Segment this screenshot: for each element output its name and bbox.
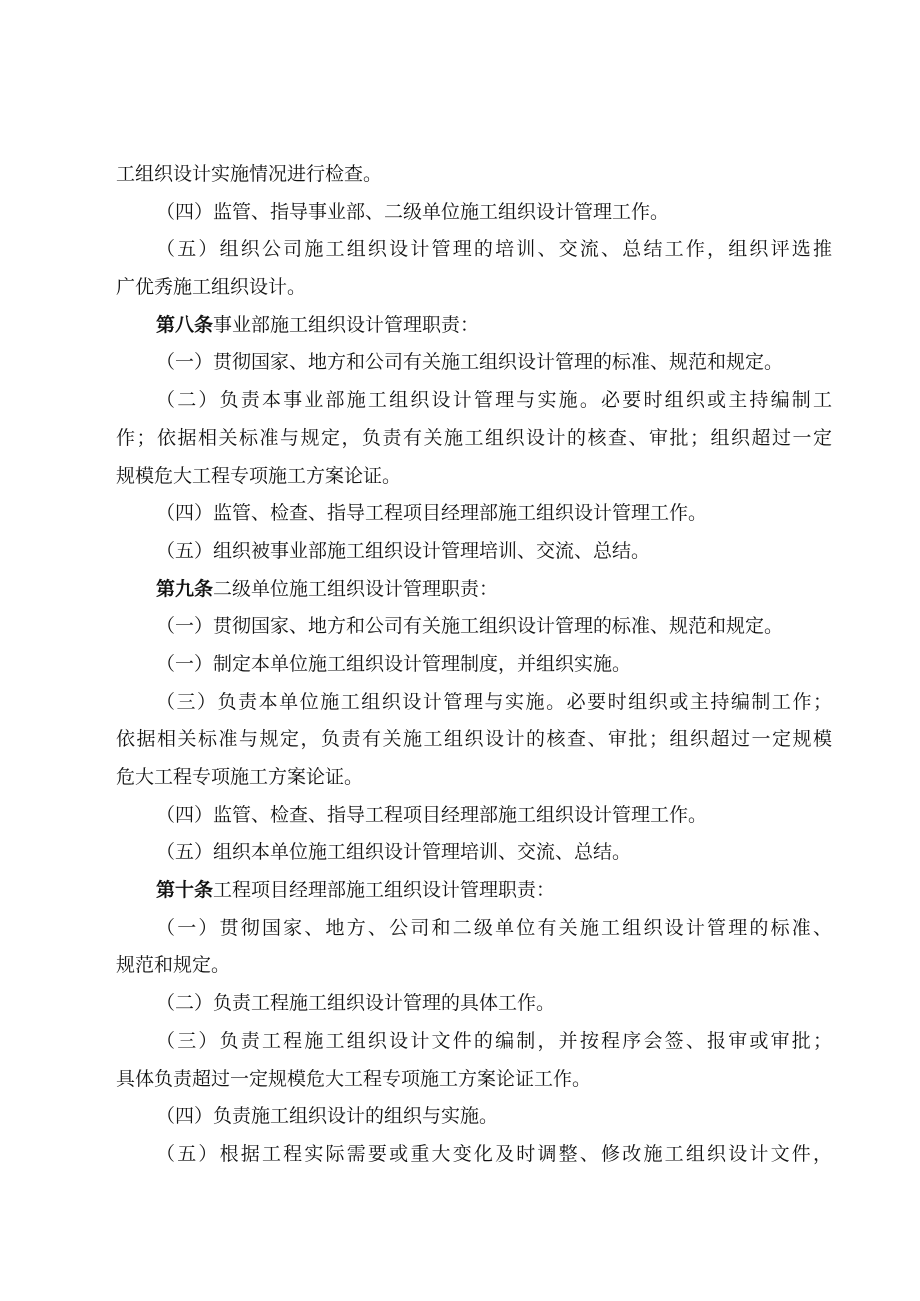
article-number: 第十条	[156, 879, 214, 902]
text-line: （五）组织本单位施工组织设计管理培训、交流、总结。	[156, 841, 632, 864]
text-line: （四）监管、指导事业部、二级单位施工组织设计管理工作。	[156, 200, 670, 223]
article-number: 第九条	[156, 577, 214, 600]
text-line: （三）负责本单位施工组织设计管理与实施。必要时组织或主持编制工作；	[156, 690, 832, 713]
article-heading-10	[116, 872, 832, 910]
text-line: （二）负责工程施工组织设计管理的具体工作。	[156, 992, 556, 1015]
text-line: （五）根据工程实际需要或重大变化及时调整、修改施工组织设计文件，	[156, 1142, 832, 1165]
text-line: 工组织设计实施情况进行检查。	[116, 163, 383, 185]
article-title: 二级单位施工组织设计管理职责：	[213, 577, 499, 600]
text-line: 规范和规定。	[116, 954, 231, 977]
article-heading-9	[116, 571, 832, 609]
text-line: （一）贯彻国家、地方和公司有关施工组织设计管理的标准、规范和规定。	[156, 351, 784, 374]
text-line: （四）负责施工组织设计的组织与实施。	[156, 1105, 499, 1128]
text-line: （四）监管、检查、指导工程项目经理部施工组织设计管理工作。	[156, 502, 708, 525]
text-line: 作；依据相关标准与规定，负责有关施工组织设计的核查、审批；组织超过一定	[116, 426, 832, 449]
text-line: （五）组织被事业部施工组织设计管理培训、交流、总结。	[156, 539, 651, 562]
article-title: 工程项目经理部施工组织设计管理职责：	[213, 879, 556, 902]
text-line: （一）制定本单位施工组织设计管理制度，并组织实施。	[156, 652, 632, 675]
article-number: 第八条	[156, 313, 214, 336]
document-body	[116, 156, 832, 1174]
article-heading-8	[116, 307, 832, 345]
text-line: 依据相关标准与规定，负责有关施工组织设计的核查、审批；组织超过一定规模	[116, 728, 832, 751]
text-line: 具体负责超过一定规模危大工程专项施工方案论证工作。	[116, 1067, 592, 1090]
text-line: （五）组织公司施工组织设计管理的培训、交流、总结工作，组织评选推	[156, 238, 832, 261]
text-line: 危大工程专项施工方案论证。	[116, 766, 364, 788]
text-line: （四）监管、检查、指导工程项目经理部施工组织设计管理工作。	[156, 803, 708, 826]
text-line: （二）负责本事业部施工组织设计管理与实施。必要时组织或主持编制工	[156, 389, 832, 412]
text-line: （三）负责工程施工组织设计文件的编制，并按程序会签、报审或审批；	[156, 1029, 832, 1052]
text-line: （一）贯彻国家、地方、公司和二级单位有关施工组织设计管理的标准、	[156, 916, 832, 939]
article-title: 事业部施工组织设计管理职责：	[213, 313, 480, 336]
text-line: 广优秀施工组织设计。	[116, 276, 307, 299]
text-line: （一）贯彻国家、地方和公司有关施工组织设计管理的标准、规范和规定。	[156, 615, 784, 638]
text-line: 规模危大工程专项施工方案论证。	[116, 464, 402, 487]
